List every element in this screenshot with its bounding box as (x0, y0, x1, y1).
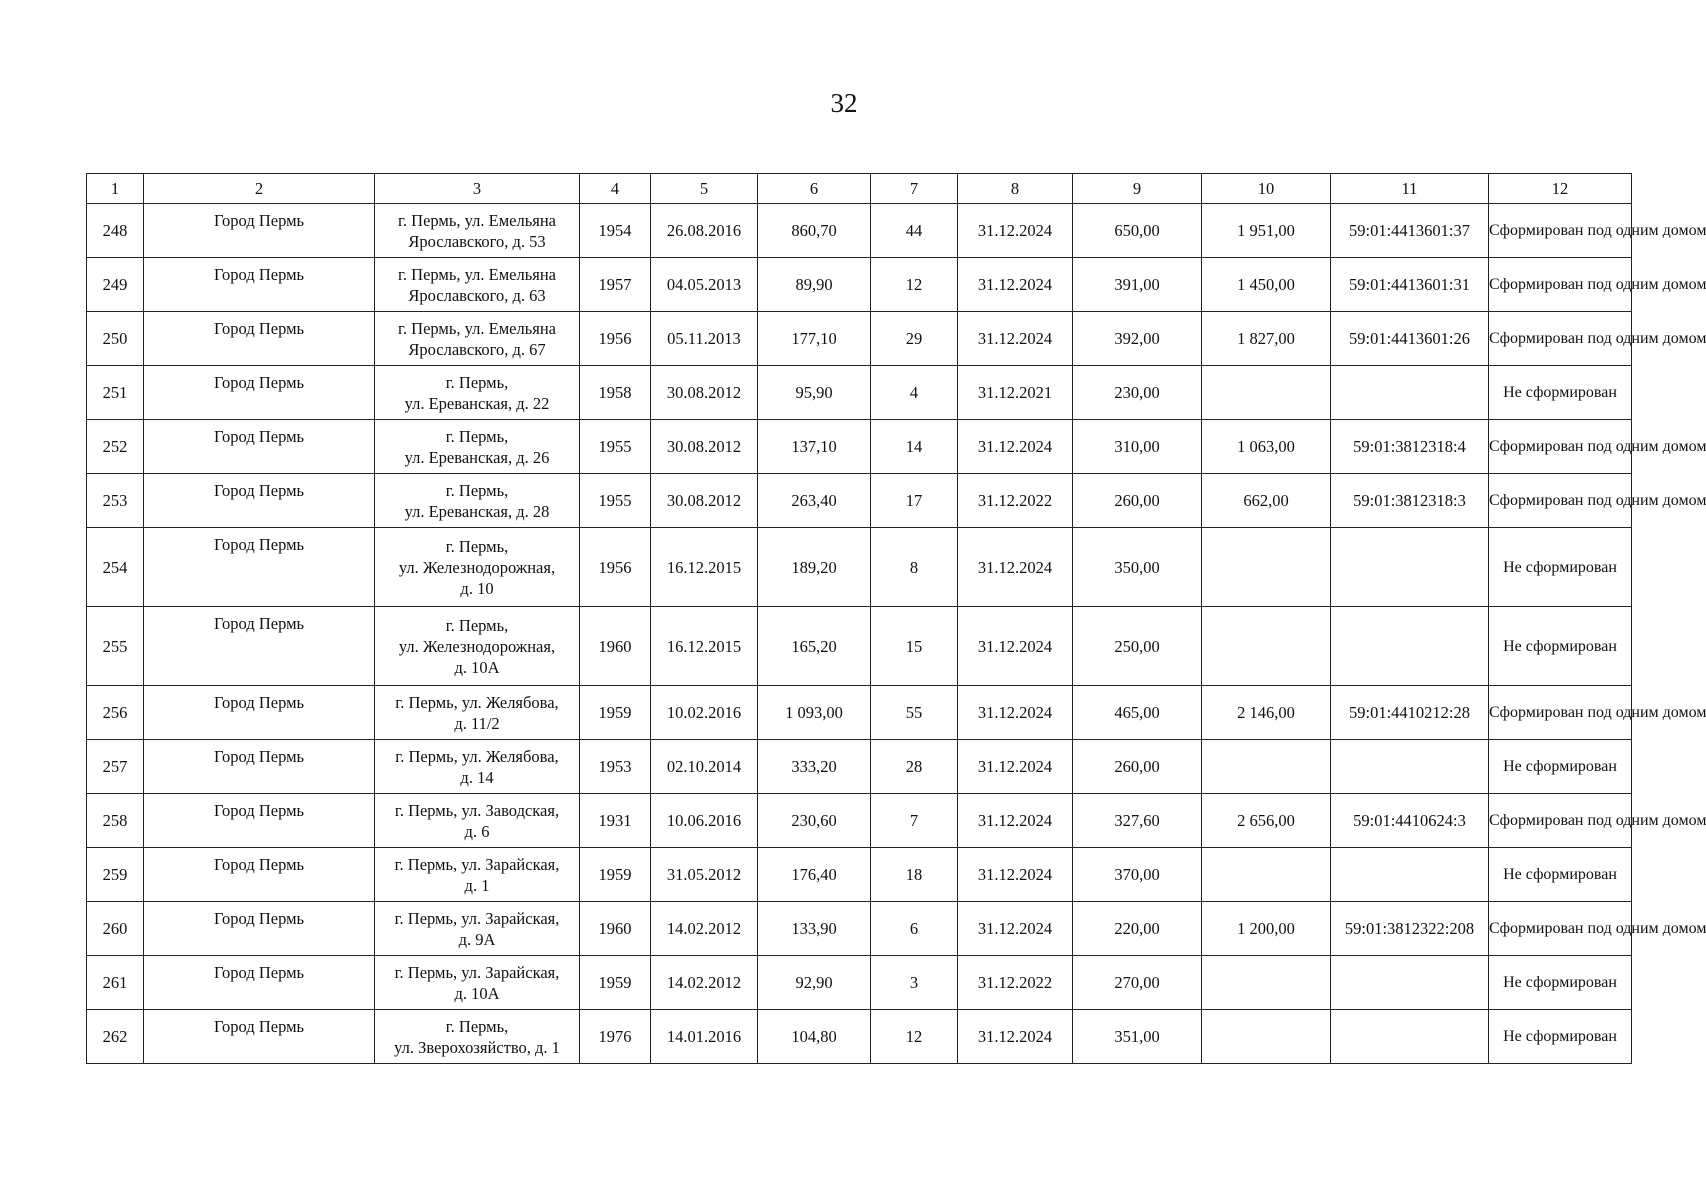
column-header-8: 8 (958, 174, 1073, 204)
cell-col9: 220,00 (1073, 902, 1202, 956)
cell-address: г. Пермь, ул. Железнодорожная, д. 10 (375, 528, 580, 607)
cell-col9: 465,00 (1073, 686, 1202, 740)
cell-status: Сформирован под одним домом (1489, 312, 1632, 366)
cell-cadastral: 59:01:3812322:208 (1331, 902, 1489, 956)
cell-region: Город Пермь (144, 1010, 375, 1064)
cell-region: Город Пермь (144, 794, 375, 848)
cell-deadline: 31.12.2024 (958, 1010, 1073, 1064)
cell-col10: 1 450,00 (1202, 258, 1331, 312)
cell-date: 14.02.2012 (651, 956, 758, 1010)
table-body (87, 204, 1706, 1064)
cell-col10 (1202, 366, 1331, 420)
cell-region: Город Пермь (144, 204, 375, 258)
table-row (87, 740, 1632, 794)
cell-deadline: 31.12.2024 (958, 740, 1073, 794)
cell-col10: 662,00 (1202, 474, 1331, 528)
cell-status: Не сформирован (1489, 366, 1632, 420)
cell-year: 1931 (580, 794, 651, 848)
cell-cadastral: 59:01:4413601:31 (1331, 258, 1489, 312)
cell-region: Город Пермь (144, 686, 375, 740)
cell-count: 12 (871, 1010, 958, 1064)
cell-cadastral (1331, 848, 1489, 902)
cell-col9: 391,00 (1073, 258, 1202, 312)
cell-date: 05.11.2013 (651, 312, 758, 366)
cell-deadline: 31.12.2024 (958, 528, 1073, 607)
cell-col10 (1202, 528, 1331, 607)
cell-status: Сформирован под одним домом (1489, 474, 1632, 528)
cell-col9: 250,00 (1073, 607, 1202, 686)
table-row (87, 607, 1632, 686)
cell-count: 8 (871, 528, 958, 607)
cell-col10 (1202, 740, 1331, 794)
cell-year: 1955 (580, 420, 651, 474)
cell-area: 333,20 (758, 740, 871, 794)
cell-address: г. Пермь, ул. Емельяна Ярославского, д. 53 (375, 204, 580, 258)
cell-number: 256 (87, 686, 144, 740)
column-header-7: 7 (871, 174, 958, 204)
cell-count: 15 (871, 607, 958, 686)
cell-count: 12 (871, 258, 958, 312)
table-row (87, 794, 1632, 848)
cell-number: 253 (87, 474, 144, 528)
page-number: 32 (830, 88, 858, 118)
table-row (87, 420, 1632, 474)
cell-col9: 327,60 (1073, 794, 1202, 848)
cell-number: 258 (87, 794, 144, 848)
cell-area: 133,90 (758, 902, 871, 956)
cell-number: 249 (87, 258, 144, 312)
cell-address: г. Пермь, ул. Ереванская, д. 28 (375, 474, 580, 528)
cell-status: Не сформирован (1489, 740, 1632, 794)
cell-year: 1960 (580, 902, 651, 956)
cell-address: г. Пермь, ул. Желябова, д. 14 (375, 740, 580, 794)
cell-address: г. Пермь, ул. Емельяна Ярославского, д. 63 (375, 258, 580, 312)
cell-status: Сформирован под одним домом (1489, 204, 1632, 258)
cell-area: 1 093,00 (758, 686, 871, 740)
cell-date: 02.10.2014 (651, 740, 758, 794)
cell-cadastral (1331, 740, 1489, 794)
cell-col9: 350,00 (1073, 528, 1202, 607)
column-header-12: 12 (1489, 174, 1632, 204)
cell-year: 1953 (580, 740, 651, 794)
column-header-9: 9 (1073, 174, 1202, 204)
cell-deadline: 31.12.2022 (958, 956, 1073, 1010)
cell-cadastral (1331, 607, 1489, 686)
cell-number: 248 (87, 204, 144, 258)
cell-cadastral (1331, 366, 1489, 420)
cell-count: 6 (871, 902, 958, 956)
cell-date: 30.08.2012 (651, 366, 758, 420)
column-header-4: 4 (580, 174, 651, 204)
cell-address: г. Пермь, ул. Железнодорожная, д. 10А (375, 607, 580, 686)
cell-status: Сформирован под одним домом (1489, 794, 1632, 848)
cell-address: г. Пермь, ул. Зарайская, д. 9А (375, 902, 580, 956)
cell-number: 259 (87, 848, 144, 902)
cell-year: 1959 (580, 956, 651, 1010)
cell-year: 1976 (580, 1010, 651, 1064)
cell-count: 55 (871, 686, 958, 740)
cell-cadastral: 59:01:3812318:3 (1331, 474, 1489, 528)
cell-col9: 260,00 (1073, 474, 1202, 528)
cell-col9: 351,00 (1073, 1010, 1202, 1064)
housing-table (86, 173, 1706, 1064)
cell-cadastral: 59:01:4410624:3 (1331, 794, 1489, 848)
cell-col9: 392,00 (1073, 312, 1202, 366)
cell-address: г. Пермь, ул. Ереванская, д. 22 (375, 366, 580, 420)
table-row (87, 902, 1632, 956)
cell-date: 04.05.2013 (651, 258, 758, 312)
cell-region: Город Пермь (144, 607, 375, 686)
cell-date: 14.02.2012 (651, 902, 758, 956)
cell-cadastral: 59:01:3812318:4 (1331, 420, 1489, 474)
column-header-10: 10 (1202, 174, 1331, 204)
cell-number: 250 (87, 312, 144, 366)
cell-status: Сформирован под одним домом (1489, 902, 1632, 956)
cell-date: 14.01.2016 (651, 1010, 758, 1064)
cell-number: 254 (87, 528, 144, 607)
cell-cadastral: 59:01:4413601:26 (1331, 312, 1489, 366)
column-header-3: 3 (375, 174, 580, 204)
cell-address: г. Пермь, ул. Зарайская, д. 10А (375, 956, 580, 1010)
cell-col9: 370,00 (1073, 848, 1202, 902)
cell-status: Сформирован под одним домом (1489, 420, 1632, 474)
cell-col10 (1202, 1010, 1331, 1064)
cell-date: 26.08.2016 (651, 204, 758, 258)
cell-col10 (1202, 848, 1331, 902)
cell-year: 1960 (580, 607, 651, 686)
cell-area: 104,80 (758, 1010, 871, 1064)
cell-area: 230,60 (758, 794, 871, 848)
column-header-5: 5 (651, 174, 758, 204)
cell-area: 189,20 (758, 528, 871, 607)
cell-year: 1958 (580, 366, 651, 420)
cell-cadastral: 59:01:4410212:28 (1331, 686, 1489, 740)
cell-area: 177,10 (758, 312, 871, 366)
table-row (87, 1010, 1632, 1064)
cell-date: 16.12.2015 (651, 607, 758, 686)
cell-number: 262 (87, 1010, 144, 1064)
cell-cadastral (1331, 1010, 1489, 1064)
cell-number: 255 (87, 607, 144, 686)
cell-area: 137,10 (758, 420, 871, 474)
cell-cadastral (1331, 528, 1489, 607)
cell-year: 1959 (580, 686, 651, 740)
table-row (87, 204, 1632, 258)
cell-region: Город Пермь (144, 848, 375, 902)
cell-col9: 310,00 (1073, 420, 1202, 474)
cell-address: г. Пермь, ул. Емельяна Ярославского, д. 67 (375, 312, 580, 366)
cell-area: 165,20 (758, 607, 871, 686)
cell-deadline: 31.12.2024 (958, 607, 1073, 686)
cell-count: 4 (871, 366, 958, 420)
cell-number: 260 (87, 902, 144, 956)
cell-deadline: 31.12.2024 (958, 204, 1073, 258)
cell-date: 30.08.2012 (651, 420, 758, 474)
cell-date: 10.02.2016 (651, 686, 758, 740)
cell-area: 176,40 (758, 848, 871, 902)
cell-number: 261 (87, 956, 144, 1010)
table-row (87, 528, 1632, 607)
column-header-1: 1 (87, 174, 144, 204)
cell-col10: 2 146,00 (1202, 686, 1331, 740)
cell-date: 30.08.2012 (651, 474, 758, 528)
cell-year: 1956 (580, 528, 651, 607)
cell-region: Город Пермь (144, 740, 375, 794)
cell-status: Сформирован под одним домом (1489, 686, 1632, 740)
table-row (87, 366, 1632, 420)
cell-col10: 1 063,00 (1202, 420, 1331, 474)
cell-area: 92,90 (758, 956, 871, 1010)
cell-col10: 1 200,00 (1202, 902, 1331, 956)
cell-year: 1959 (580, 848, 651, 902)
table-row (87, 686, 1632, 740)
cell-col10: 1 827,00 (1202, 312, 1331, 366)
table-header (87, 174, 1632, 204)
cell-status: Не сформирован (1489, 1010, 1632, 1064)
cell-year: 1956 (580, 312, 651, 366)
cell-area: 89,90 (758, 258, 871, 312)
cell-col10: 1 951,00 (1202, 204, 1331, 258)
cell-deadline: 31.12.2024 (958, 258, 1073, 312)
cell-region: Город Пермь (144, 956, 375, 1010)
cell-number: 257 (87, 740, 144, 794)
table-row (87, 258, 1632, 312)
column-header-11: 11 (1331, 174, 1489, 204)
cell-count: 29 (871, 312, 958, 366)
cell-deadline: 31.12.2024 (958, 848, 1073, 902)
cell-status: Не сформирован (1489, 956, 1632, 1010)
cell-count: 14 (871, 420, 958, 474)
cell-area: 860,70 (758, 204, 871, 258)
cell-col10 (1202, 607, 1331, 686)
cell-area: 95,90 (758, 366, 871, 420)
cell-deadline: 31.12.2021 (958, 366, 1073, 420)
cell-date: 31.05.2012 (651, 848, 758, 902)
cell-deadline: 31.12.2024 (958, 312, 1073, 366)
cell-region: Город Пермь (144, 420, 375, 474)
cell-deadline: 31.12.2024 (958, 686, 1073, 740)
table-row (87, 474, 1632, 528)
cell-year: 1954 (580, 204, 651, 258)
header-row (87, 174, 1632, 204)
column-header-2: 2 (144, 174, 375, 204)
cell-count: 3 (871, 956, 958, 1010)
cell-region: Город Пермь (144, 366, 375, 420)
cell-address: г. Пермь, ул. Ереванская, д. 26 (375, 420, 580, 474)
cell-deadline: 31.12.2024 (958, 794, 1073, 848)
cell-status: Не сформирован (1489, 528, 1632, 607)
cell-status: Не сформирован (1489, 607, 1632, 686)
cell-deadline: 31.12.2024 (958, 420, 1073, 474)
table-row (87, 956, 1632, 1010)
cell-area: 263,40 (758, 474, 871, 528)
cell-year: 1957 (580, 258, 651, 312)
cell-region: Город Пермь (144, 312, 375, 366)
cell-date: 16.12.2015 (651, 528, 758, 607)
cell-number: 252 (87, 420, 144, 474)
cell-count: 18 (871, 848, 958, 902)
column-header-6: 6 (758, 174, 871, 204)
cell-count: 17 (871, 474, 958, 528)
cell-address: г. Пермь, ул. Зверохозяйство, д. 1 (375, 1010, 580, 1064)
cell-address: г. Пермь, ул. Зарайская, д. 1 (375, 848, 580, 902)
cell-deadline: 31.12.2022 (958, 474, 1073, 528)
cell-col9: 650,00 (1073, 204, 1202, 258)
cell-date: 10.06.2016 (651, 794, 758, 848)
cell-col9: 270,00 (1073, 956, 1202, 1010)
cell-region: Город Пермь (144, 258, 375, 312)
cell-cadastral: 59:01:4413601:37 (1331, 204, 1489, 258)
table-row (87, 848, 1632, 902)
cell-col9: 230,00 (1073, 366, 1202, 420)
cell-address: г. Пермь, ул. Заводская, д. 6 (375, 794, 580, 848)
cell-count: 28 (871, 740, 958, 794)
cell-cadastral (1331, 956, 1489, 1010)
cell-region: Город Пермь (144, 902, 375, 956)
cell-col10: 2 656,00 (1202, 794, 1331, 848)
cell-col9: 260,00 (1073, 740, 1202, 794)
cell-col10 (1202, 956, 1331, 1010)
cell-year: 1955 (580, 474, 651, 528)
cell-status: Не сформирован (1489, 848, 1632, 902)
cell-deadline: 31.12.2024 (958, 902, 1073, 956)
cell-region: Город Пермь (144, 528, 375, 607)
cell-status: Сформирован под одним домом (1489, 258, 1632, 312)
cell-count: 7 (871, 794, 958, 848)
cell-number: 251 (87, 366, 144, 420)
cell-count: 44 (871, 204, 958, 258)
table-row (87, 312, 1632, 366)
cell-region: Город Пермь (144, 474, 375, 528)
cell-address: г. Пермь, ул. Желябова, д. 11/2 (375, 686, 580, 740)
